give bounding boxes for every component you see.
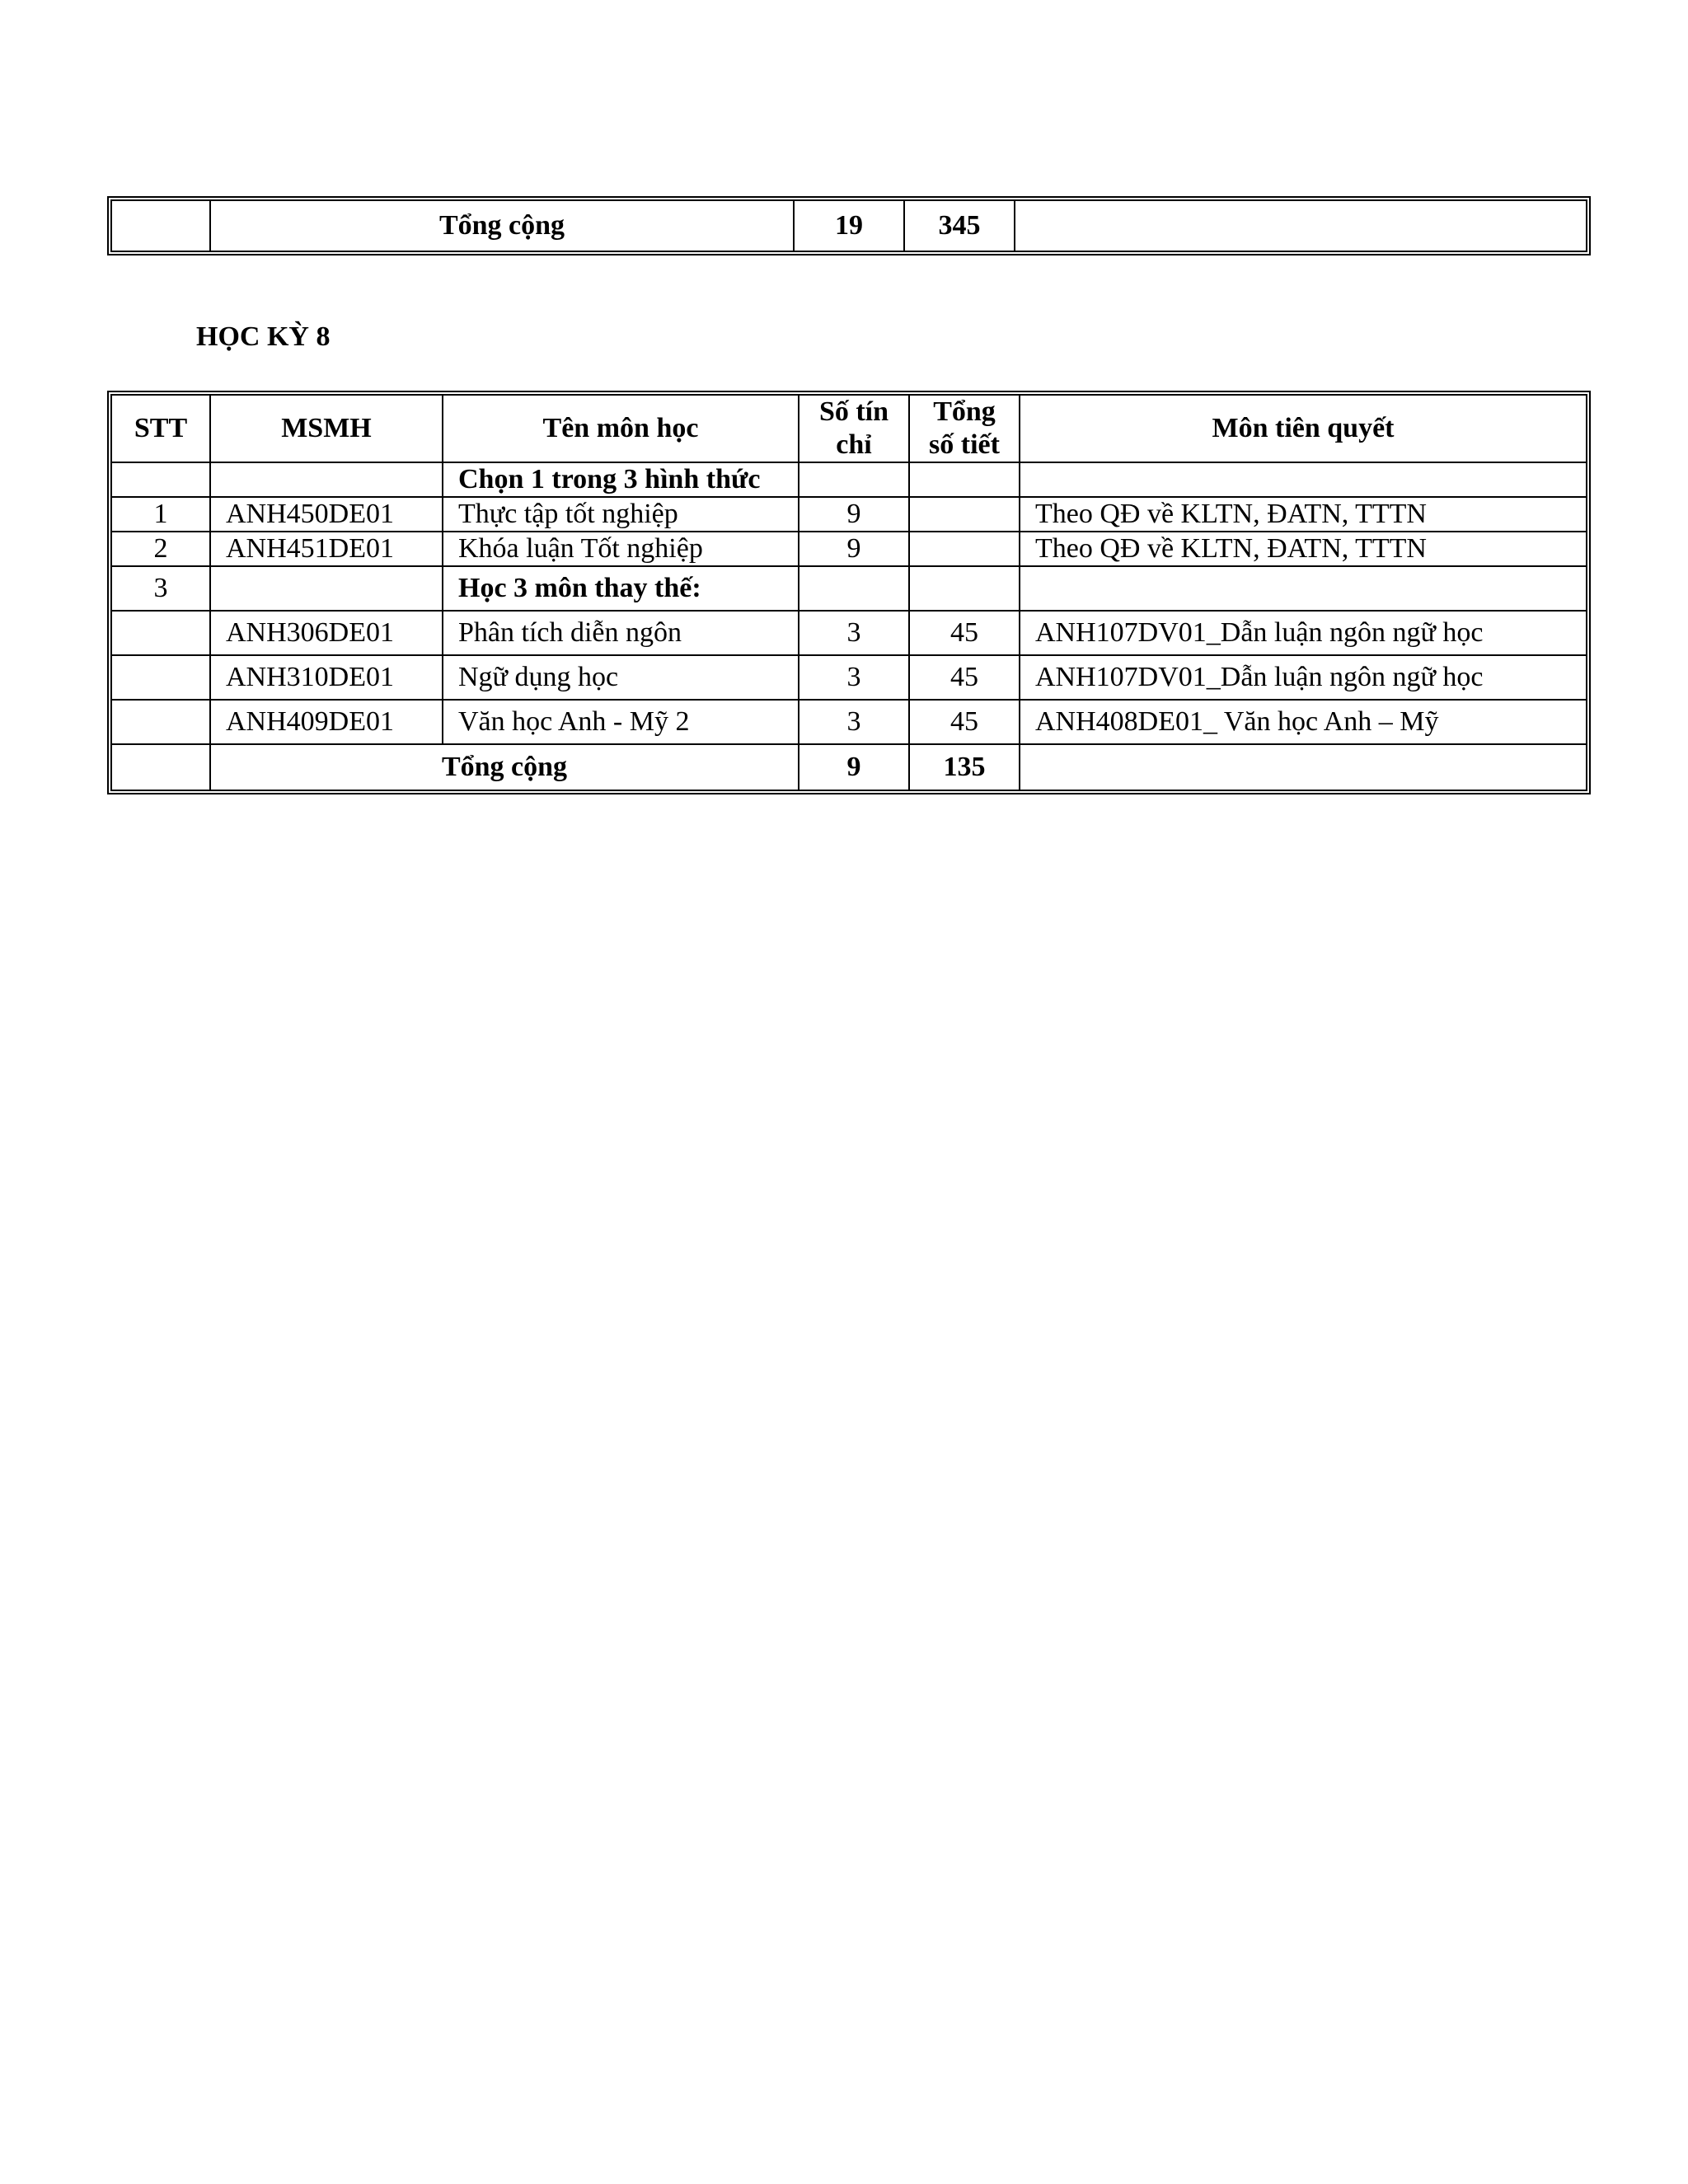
row-stt xyxy=(112,701,211,745)
row-prerequisite: ANH408DE01_ Văn học Anh – Mỹ xyxy=(1020,701,1586,745)
row-course-name: Văn học Anh - Mỹ 2 xyxy=(443,701,799,745)
table-row xyxy=(112,532,1586,567)
table-row xyxy=(112,567,1586,612)
empty-cell xyxy=(1020,745,1586,790)
total-stt-cell xyxy=(112,201,211,251)
table-row xyxy=(112,701,1586,745)
empty-cell xyxy=(799,463,910,498)
row-msmh xyxy=(211,567,443,612)
row-prerequisite: Theo QĐ về KLTN, ĐATN, TTTN xyxy=(1020,498,1586,532)
row-prerequisite xyxy=(1020,567,1586,612)
row-stt xyxy=(112,612,211,656)
row-stt: 2 xyxy=(112,532,211,567)
row-msmh: ANH306DE01 xyxy=(211,612,443,656)
header-course-name: Tên môn học xyxy=(443,396,799,463)
semester-8-table xyxy=(107,391,1591,794)
section-title: HỌC KỲ 8 xyxy=(196,321,331,352)
header-msmh: MSMH xyxy=(211,396,443,463)
row-stt xyxy=(112,656,211,701)
row-credits: 9 xyxy=(799,498,910,532)
row-course-name: Khóa luận Tốt nghiệp xyxy=(443,532,799,567)
row-msmh: ANH450DE01 xyxy=(211,498,443,532)
total-credits: 19 xyxy=(795,201,905,251)
header-stt: STT xyxy=(112,396,211,463)
table-row xyxy=(112,498,1586,532)
row-hours xyxy=(910,498,1020,532)
empty-cell xyxy=(112,745,211,790)
row-stt: 1 xyxy=(112,498,211,532)
row-course-name: Ngữ dụng học xyxy=(443,656,799,701)
header-hours-line1: Tổng xyxy=(933,396,996,427)
row-hours: 45 xyxy=(910,656,1020,701)
total-hours: 345 xyxy=(905,201,1015,251)
total-row xyxy=(112,201,1586,251)
header-credits xyxy=(799,396,910,463)
empty-cell xyxy=(112,463,211,498)
row-stt: 3 xyxy=(112,567,211,612)
row-hours xyxy=(910,567,1020,612)
row-credits: 9 xyxy=(799,532,910,567)
row-credits: 3 xyxy=(799,701,910,745)
row-course-name: Phân tích diễn ngôn xyxy=(443,612,799,656)
row-prerequisite: ANH107DV01_Dẫn luận ngôn ngữ học xyxy=(1020,656,1586,701)
empty-cell xyxy=(211,463,443,498)
row-msmh: ANH409DE01 xyxy=(211,701,443,745)
group-heading: Chọn 1 trong 3 hình thức xyxy=(443,463,799,498)
row-hours: 45 xyxy=(910,701,1020,745)
empty-cell xyxy=(910,463,1020,498)
row-msmh: ANH451DE01 xyxy=(211,532,443,567)
empty-cell xyxy=(1020,463,1586,498)
row-prerequisite: Theo QĐ về KLTN, ĐATN, TTTN xyxy=(1020,532,1586,567)
row-prerequisite: ANH107DV01_Dẫn luận ngôn ngữ học xyxy=(1020,612,1586,656)
row-msmh: ANH310DE01 xyxy=(211,656,443,701)
header-prerequisite: Môn tiên quyết xyxy=(1020,396,1586,463)
total-prereq-cell xyxy=(1015,201,1586,251)
previous-semester-table xyxy=(107,196,1591,255)
header-credits-line2: chỉ xyxy=(836,429,872,460)
row-hours xyxy=(910,532,1020,567)
row-course-name: Học 3 môn thay thế: xyxy=(443,567,799,612)
header-hours-line2: số tiết xyxy=(929,429,1000,460)
total-label: Tổng cộng xyxy=(211,745,799,790)
total-hours: 135 xyxy=(910,745,1020,790)
row-credits: 3 xyxy=(799,612,910,656)
header-hours xyxy=(910,396,1020,463)
total-label: Tổng cộng xyxy=(211,201,795,251)
row-credits: 3 xyxy=(799,656,910,701)
table-row xyxy=(112,656,1586,701)
total-credits: 9 xyxy=(799,745,910,790)
row-hours: 45 xyxy=(910,612,1020,656)
total-row xyxy=(112,745,1586,790)
header-credits-line1: Số tín xyxy=(818,396,889,427)
header-row xyxy=(112,396,1586,463)
row-course-name: Thực tập tốt nghiệp xyxy=(443,498,799,532)
group-heading-row xyxy=(112,463,1586,498)
row-credits xyxy=(799,567,910,612)
table-row xyxy=(112,612,1586,656)
